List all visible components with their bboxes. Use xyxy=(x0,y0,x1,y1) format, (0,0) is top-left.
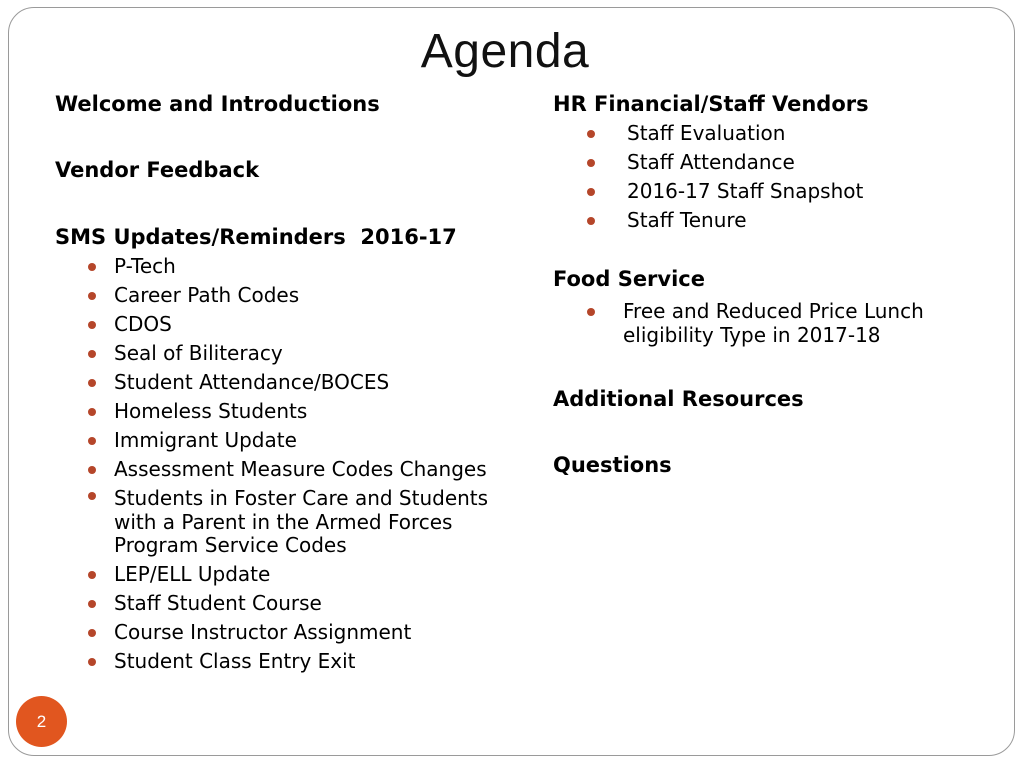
list-item-text-line: Free and Reduced Price Lunch xyxy=(623,299,924,323)
list-item-text: Assessment Measure Codes Changes xyxy=(114,457,487,481)
heading-sms-updates: SMS Updates/Reminders 2016-17 xyxy=(55,225,457,249)
list-item-text: Immigrant Update xyxy=(114,428,297,452)
list-item xyxy=(87,484,488,560)
list-item-text-line: Program Service Codes xyxy=(114,533,347,557)
bullet-icon xyxy=(88,600,96,608)
heading-food-service: Food Service xyxy=(553,267,705,291)
heading-vendor-feedback: Vendor Feedback xyxy=(55,158,260,182)
list-item xyxy=(87,281,488,310)
list-item xyxy=(87,647,488,676)
list-item xyxy=(87,589,488,618)
food-list xyxy=(587,300,924,347)
heading-welcome: Welcome and Introductions xyxy=(55,92,380,116)
list-item xyxy=(587,300,924,347)
list-item-text-line: Students in Foster Care and Students xyxy=(114,486,489,510)
list-item xyxy=(87,368,488,397)
bullet-icon xyxy=(88,466,96,474)
list-item-text-line: eligibility Type in 2017-18 xyxy=(623,322,881,347)
list-item xyxy=(587,119,863,148)
bullet-icon xyxy=(88,492,96,500)
list-item xyxy=(87,339,488,368)
list-item-text: Staff Attendance xyxy=(627,150,795,174)
list-item xyxy=(587,177,863,206)
slide-title: Agenda xyxy=(420,25,590,78)
list-item-text: P-Tech xyxy=(114,254,176,278)
list-item xyxy=(587,206,863,235)
heading-additional-resources: Additional Resources xyxy=(553,387,804,411)
list-item-text: Seal of Biliteracy xyxy=(114,341,283,365)
list-item xyxy=(87,455,488,484)
list-item xyxy=(587,148,863,177)
list-item-text: Student Attendance/BOCES xyxy=(114,370,390,394)
bullet-icon xyxy=(587,130,595,138)
list-item-text: CDOS xyxy=(114,312,172,336)
list-item-text: Staff Evaluation xyxy=(627,121,786,145)
list-item-text: Student Class Entry Exit xyxy=(114,648,356,673)
list-item-text: Course Instructor Assignment xyxy=(114,619,412,644)
list-item xyxy=(87,252,488,281)
list-item-text: LEP/ELL Update xyxy=(114,561,271,586)
bullet-icon xyxy=(88,350,96,358)
bullet-icon xyxy=(88,379,96,387)
heading-questions: Questions xyxy=(553,453,672,477)
list-item-text: Staff Tenure xyxy=(627,208,747,232)
bullet-icon xyxy=(88,437,96,445)
bullet-icon xyxy=(88,571,96,579)
list-item-text: Staff Student Course xyxy=(114,590,322,615)
bullet-icon xyxy=(587,308,595,316)
bullet-icon xyxy=(88,408,96,416)
list-item-text-line: with a Parent in the Armed Forces xyxy=(114,509,453,534)
bullet-icon xyxy=(587,159,595,167)
list-item-text: 2016-17 Staff Snapshot xyxy=(627,179,864,203)
bullet-icon xyxy=(587,188,595,196)
list-item xyxy=(87,397,488,426)
heading-hr-financial: HR Financial/Staff Vendors xyxy=(553,92,869,116)
list-item-text: Career Path Codes xyxy=(114,283,300,307)
list-item xyxy=(87,618,488,647)
bullet-icon xyxy=(88,629,96,637)
list-item xyxy=(87,426,488,455)
bullet-icon xyxy=(587,217,595,225)
list-item xyxy=(87,560,488,589)
list-item xyxy=(87,310,488,339)
sms-list xyxy=(87,252,488,676)
bullet-icon xyxy=(88,658,96,666)
bullet-icon xyxy=(88,263,96,271)
bullet-icon xyxy=(88,321,96,329)
bullet-icon xyxy=(88,292,96,300)
list-item-text: Homeless Students xyxy=(114,399,308,423)
page-number-badge: 2 xyxy=(16,696,67,747)
hr-list xyxy=(587,119,863,235)
